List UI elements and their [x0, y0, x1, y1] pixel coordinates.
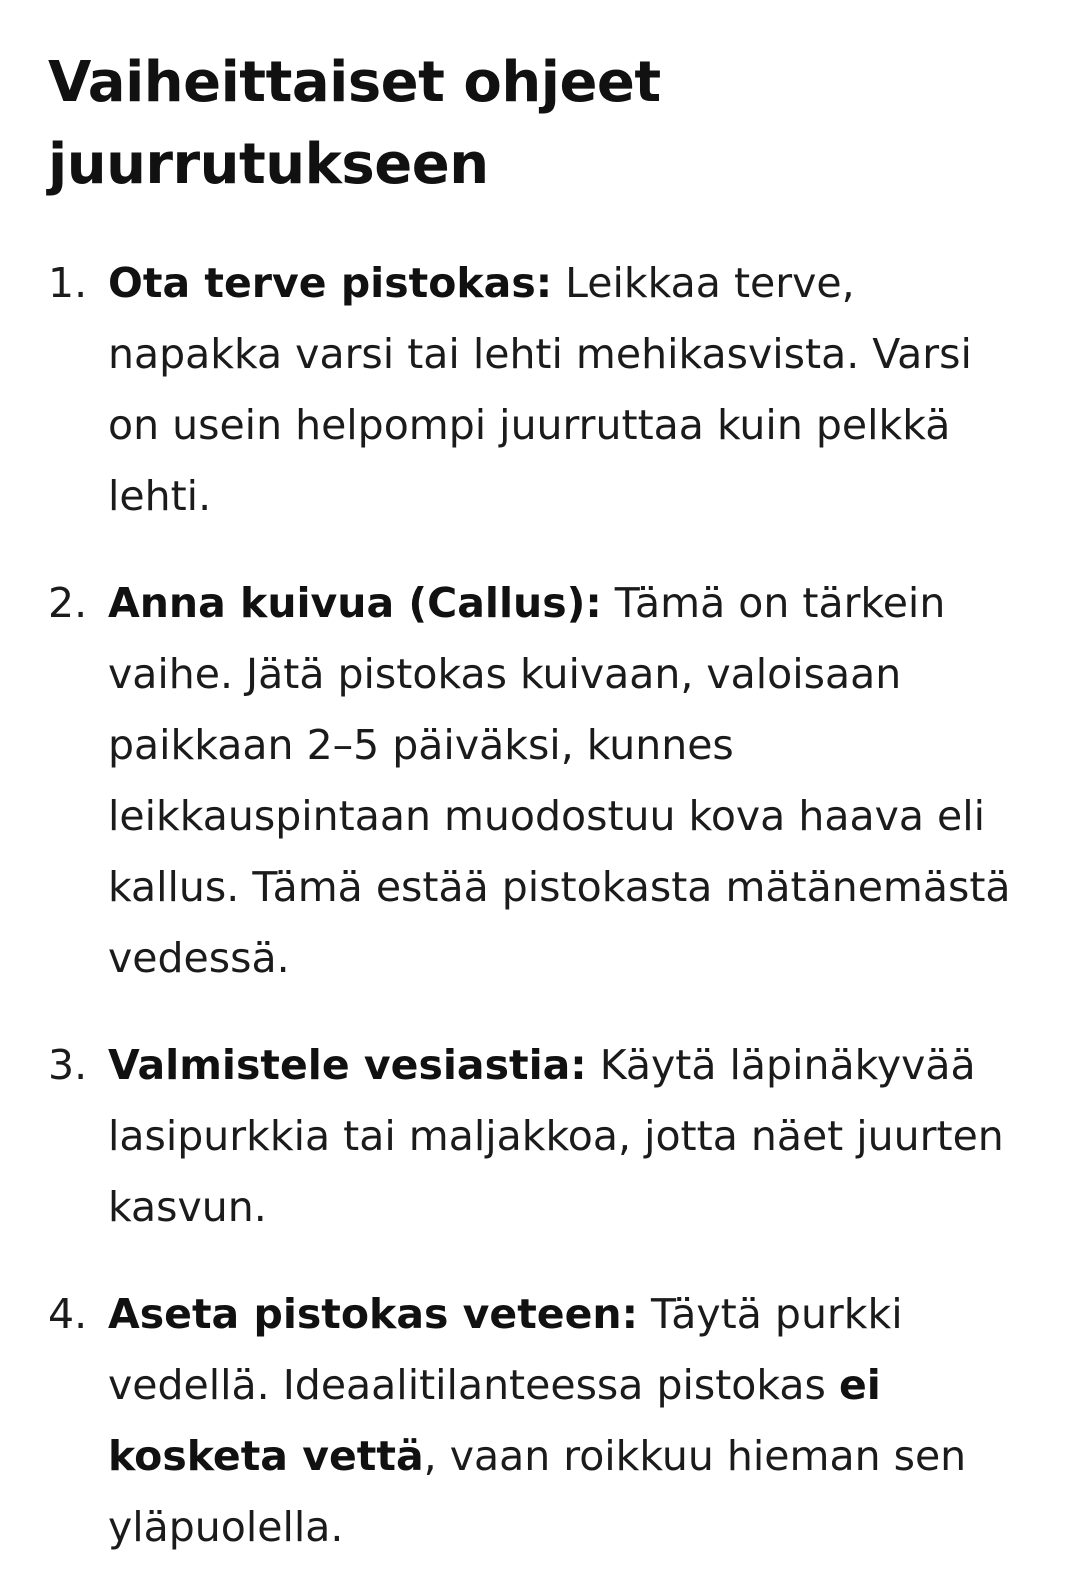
step-text: Käytä läpinäkyvää lasipurkkia tai maljakkoa, jotta näet juurten kasvun. [108, 1041, 1004, 1231]
step-text-after: , vaan roikkuu hieman sen yläpuolella. [108, 1432, 967, 1551]
title-line-1: Vaiheittaiset ohjeet [48, 50, 661, 115]
list-item-step-2 [48, 568, 1020, 994]
step-text: Tämä on tärkein vaihe. Jätä pistokas kuivaan, valoisaan paikkaan 2–5 päiväksi, kunnes leikkauspintaan muodostuu kova haava eli kallus. Tämä estää pistokasta mätänemästä vedessä. [108, 579, 1011, 982]
list-item-step-3 [48, 1030, 1020, 1243]
step-title: Ota terve pistokas: [108, 259, 553, 307]
step-body [108, 248, 1020, 532]
step-title: Aseta pistokas veteen: [108, 1290, 638, 1338]
page-title [48, 42, 1020, 206]
step-title: Anna kuivua (Callus): [108, 579, 602, 627]
step-body [108, 1030, 1020, 1243]
step-number: 1. [48, 259, 88, 307]
step-text-before: Täytä purkki vedellä. Ideaalitilanteessa pistokas [108, 1290, 903, 1409]
step-number: 2. [48, 579, 88, 627]
step-title: Valmistele vesiastia: [108, 1041, 587, 1089]
step-body [108, 568, 1020, 994]
title-line-2: juurrutukseen [48, 132, 489, 197]
step-number: 4. [48, 1290, 88, 1338]
list-item-step-1 [48, 248, 1020, 532]
step-emphasis: ei kosketa vettä [108, 1361, 881, 1480]
step-body [108, 1279, 1020, 1563]
steps-list [48, 248, 1020, 1563]
list-item-step-4 [48, 1279, 1020, 1563]
step-number: 3. [48, 1041, 88, 1089]
step-text: Leikkaa terve, napakka varsi tai lehti mehikasvista. Varsi on usein helpompi juurruttaa kuin pelkkä lehti. [108, 259, 972, 520]
